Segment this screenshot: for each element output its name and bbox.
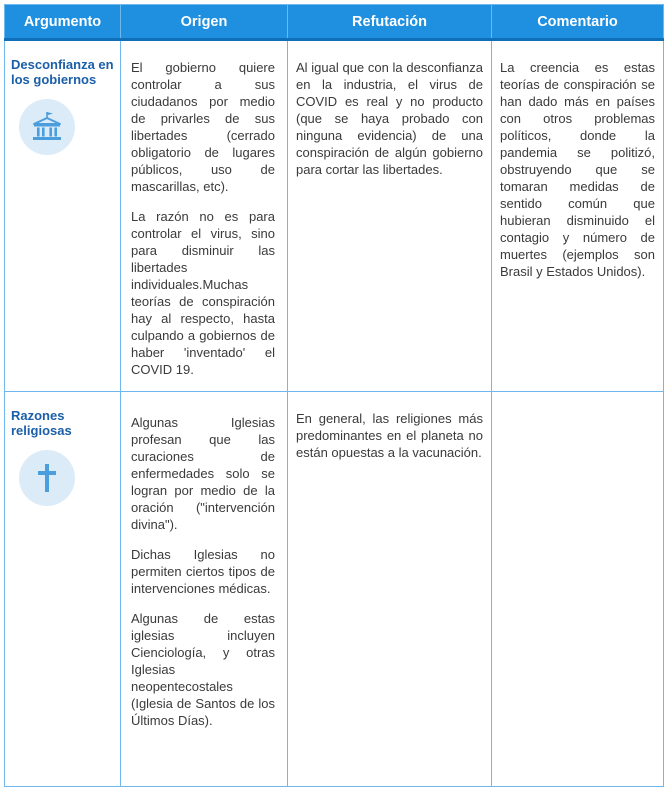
- cross-icon: [19, 450, 75, 506]
- comment-cell: [492, 392, 664, 787]
- table-row: [5, 392, 664, 787]
- comment-cell: [492, 40, 664, 392]
- argument-title: Desconfianza en los gobiernos: [11, 57, 114, 87]
- origin-paragraph: Dichas Iglesias no permiten ciertos tipos de intervenciones médicas.: [131, 547, 275, 596]
- argument-table: [4, 4, 664, 787]
- origin-paragraph: La razón no es para controlar el virus, sino para disminuir las libertades individuales.Muchas teorías de conspiración hay al respecto, hasta culpando a gobiernos de haber 'inventado' el COVID 19.: [131, 209, 275, 377]
- argument-title: Razones religiosas: [11, 408, 72, 438]
- header-argumento: Argumento: [5, 5, 121, 40]
- header-origen: Origen: [121, 5, 288, 40]
- refutation-text: Al igual que con la desconfianza en la industria, el virus de COVID es real y no producto (que se haya probado con ninguna evidencia) de una conspiración de algún gobierno para cortar las libertades.: [296, 60, 483, 177]
- header-row: [5, 5, 664, 40]
- origin-cell: [121, 392, 288, 787]
- header-comentario: Comentario: [492, 5, 664, 40]
- origin-paragraph: Algunas Iglesias profesan que las curaciones de enfermedades solo se logran por medio de la oración ("intervención divina").: [131, 415, 275, 532]
- argument-cell: [5, 40, 121, 392]
- refutation-cell: [288, 392, 492, 787]
- header-refutacion: Refutación: [288, 5, 492, 40]
- origin-cell: [121, 40, 288, 392]
- table-row: [5, 40, 664, 392]
- comment-text: La creencia es estas teorías de conspiración se han dado más en países con otros problemas políticos, donde la pandemia se politizó, obstruyendo que se tomaran medidas de sentido común que hubieran disminuido el contagio y número de muertes (ejemplos son Brasil y Estados Unidos).: [500, 60, 655, 279]
- origin-paragraph: El gobierno quiere controlar a sus ciudadanos por medio de privarles de sus libertades (cerrado obligatorio de lugares públicos, uso de mascarillas, etc).: [131, 60, 275, 194]
- refutation-text: En general, las religiones más predominantes en el planeta no están opuestas a la vacunación.: [296, 411, 483, 460]
- refutation-cell: [288, 40, 492, 392]
- government-building-icon: [19, 99, 75, 155]
- origin-paragraph: Algunas de estas iglesias incluyen Cienciología, y otras Iglesias neopentecostales (Iglesia de Santos de los Últimos Días).: [131, 611, 275, 728]
- argument-cell: [5, 392, 121, 787]
